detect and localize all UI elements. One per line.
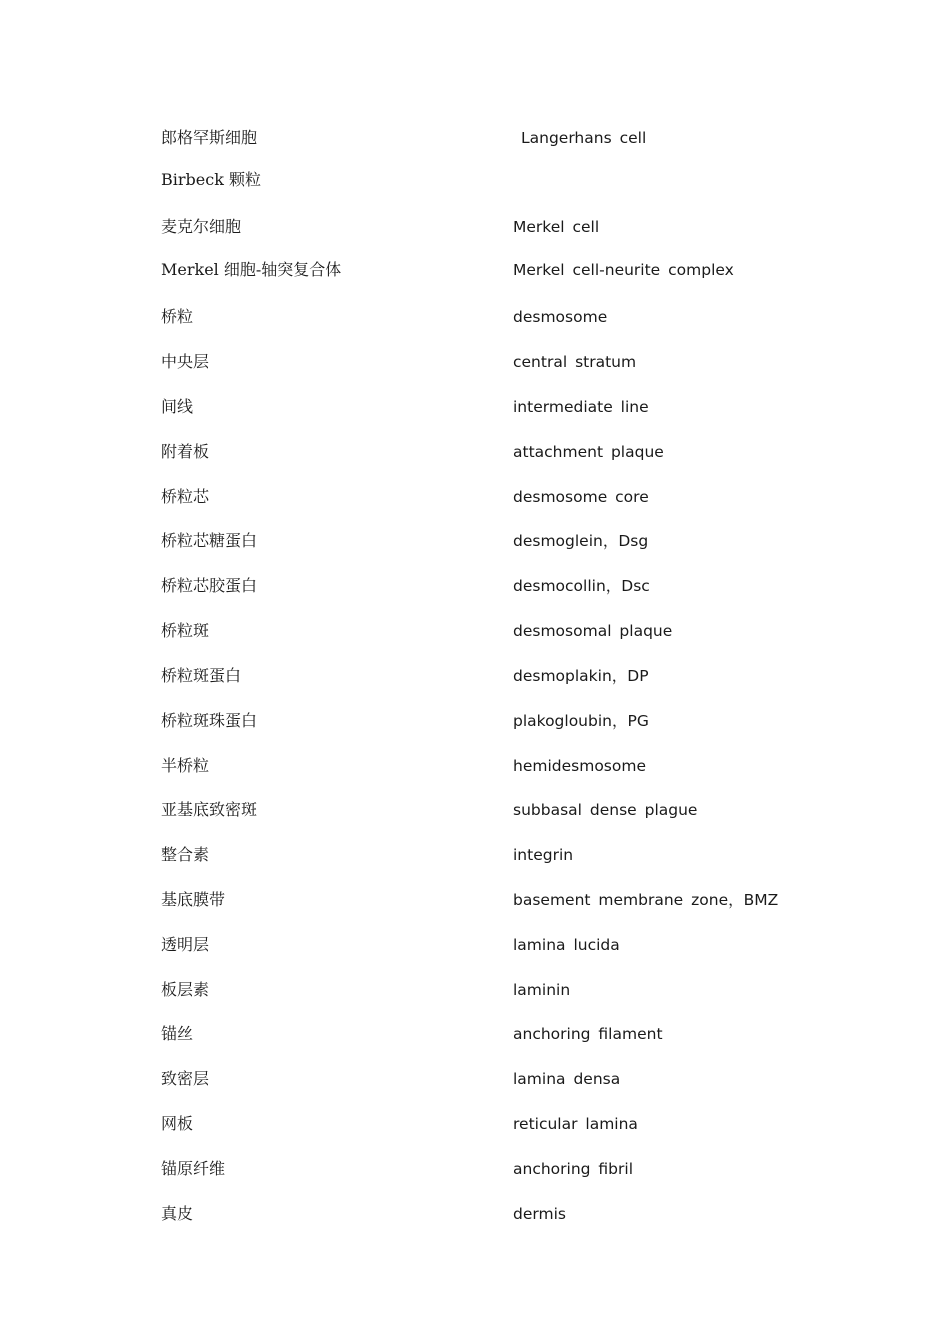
chinese-term: 锚原纤维 (161, 1159, 226, 1178)
glossary-row (0, 1158, 950, 1188)
glossary-row (0, 530, 950, 560)
chinese-term: 桥粒斑珠蛋白 (161, 711, 258, 730)
glossary-row (0, 575, 950, 605)
chinese-term: 网板 (161, 1114, 194, 1133)
glossary-row (0, 486, 950, 516)
chinese-term: 桥粒芯糖蛋白 (161, 531, 258, 550)
glossary-row (0, 127, 950, 157)
glossary-row (0, 306, 950, 336)
glossary-row (0, 1023, 950, 1053)
english-term: central stratum (513, 353, 637, 371)
english-term: Merkel cell-neurite complex (513, 261, 734, 279)
chinese-term: Birbeck 颗粒 (161, 170, 261, 189)
chinese-term: 桥粒斑蛋白 (161, 666, 242, 685)
chinese-term: 半桥粒 (161, 756, 210, 775)
chinese-term: 亚基底致密斑 (161, 800, 258, 819)
chinese-term: 基底膜带 (161, 890, 226, 909)
chinese-term: 锚丝 (161, 1024, 194, 1043)
chinese-term: 桥粒斑 (161, 621, 210, 640)
chinese-term: 间线 (161, 397, 194, 416)
english-term: intermediate line (513, 398, 649, 416)
english-term: hemidesmosome (513, 757, 646, 775)
english-term: anchoring fibril (513, 1160, 634, 1178)
english-term: plakogloubin，PG (513, 712, 649, 730)
english-term: basement membrane zone，BMZ (513, 891, 779, 909)
english-term: desmosome (513, 308, 608, 326)
glossary-row (0, 1113, 950, 1143)
glossary-row (0, 934, 950, 964)
english-term: reticular lamina (513, 1115, 638, 1133)
chinese-term: 桥粒芯 (161, 487, 210, 506)
english-term: lamina densa (513, 1070, 621, 1088)
chinese-term: 透明层 (161, 935, 210, 954)
chinese-term: 桥粒 (161, 307, 194, 326)
chinese-term: 真皮 (161, 1204, 194, 1223)
glossary-row (0, 259, 950, 289)
chinese-term: Merkel 细胞-轴突复合体 (161, 260, 342, 279)
glossary-row (0, 799, 950, 829)
glossary-row (0, 979, 950, 1009)
glossary-row (0, 755, 950, 785)
english-term: desmocollin，Dsc (513, 577, 650, 595)
glossary-row (0, 889, 950, 919)
chinese-term: 郎格罕斯细胞 (161, 128, 258, 147)
english-term: attachment plaque (513, 443, 664, 461)
glossary-row (0, 665, 950, 695)
english-term: integrin (513, 846, 574, 864)
chinese-term: 麦克尔细胞 (161, 217, 242, 236)
english-term: desmosomal plaque (513, 622, 673, 640)
chinese-term: 整合素 (161, 845, 210, 864)
glossary-row (0, 169, 950, 199)
english-term: desmosome core (513, 488, 649, 506)
chinese-term: 中央层 (161, 352, 210, 371)
english-term: dermis (513, 1205, 566, 1223)
chinese-term: 附着板 (161, 442, 210, 461)
glossary-row (0, 216, 950, 246)
chinese-term: 桥粒芯胶蛋白 (161, 576, 258, 595)
english-term: anchoring filament (513, 1025, 663, 1043)
glossary-row (0, 844, 950, 874)
chinese-term: 致密层 (161, 1069, 210, 1088)
glossary-row (0, 396, 950, 426)
glossary-row (0, 351, 950, 381)
glossary-row (0, 1203, 950, 1233)
chinese-term: 板层素 (161, 980, 210, 999)
english-term: lamina lucida (513, 936, 620, 954)
glossary-row (0, 620, 950, 650)
english-term: desmoglein，Dsg (513, 532, 649, 550)
english-term: subbasal dense plague (513, 801, 698, 819)
english-term: Langerhans cell (521, 129, 647, 147)
english-term: laminin (513, 981, 571, 999)
glossary-row (0, 441, 950, 471)
glossary-row (0, 710, 950, 740)
english-term: desmoplakin，DP (513, 667, 649, 685)
glossary-row (0, 1068, 950, 1098)
english-term: Merkel cell (513, 218, 600, 236)
